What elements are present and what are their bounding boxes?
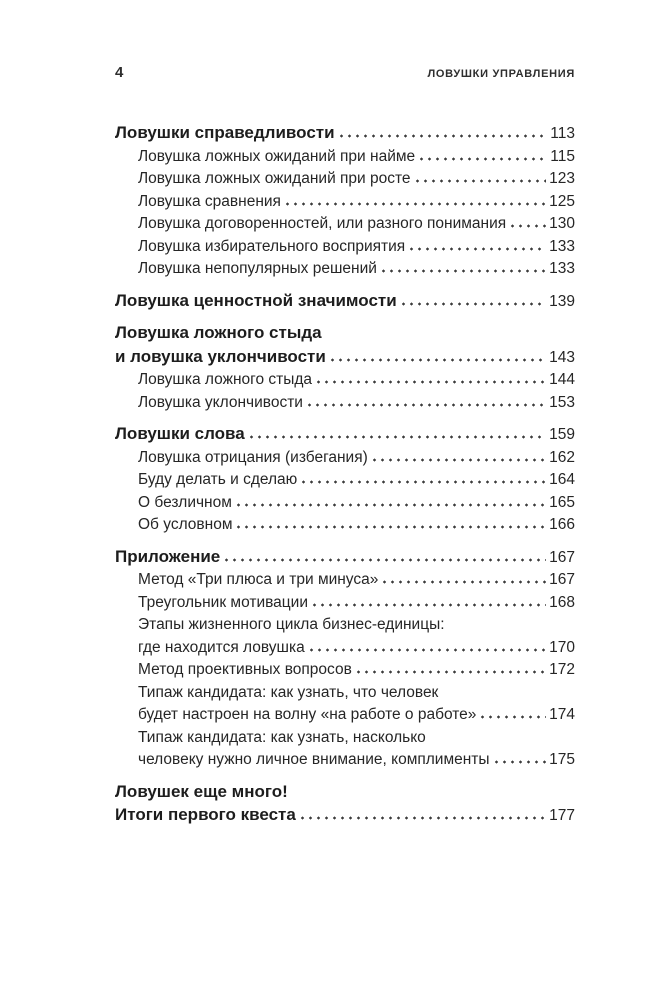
toc-entry-title: Ловушка ценностной значимости xyxy=(115,290,397,310)
toc-entry-page: 174 xyxy=(549,706,575,723)
toc-entry-page: 166 xyxy=(549,516,575,533)
dot-leader xyxy=(383,580,546,584)
toc-entry xyxy=(138,659,575,682)
toc-entry-line xyxy=(138,749,575,772)
dot-leader xyxy=(237,503,546,507)
dot-leader xyxy=(310,648,546,652)
toc-entry-line xyxy=(138,569,575,592)
dot-leader xyxy=(301,816,546,820)
toc-entry-line xyxy=(138,146,575,169)
toc-entry-page: 175 xyxy=(549,751,575,768)
toc-entry-line xyxy=(138,447,575,470)
toc-entry-line xyxy=(138,514,575,537)
toc-entry-page: 164 xyxy=(549,471,575,488)
toc-entry-title: Ловушка непопулярных решений xyxy=(138,260,377,277)
toc-entry-line xyxy=(138,168,575,191)
toc-entry-line xyxy=(138,727,575,750)
toc-entry-title: будет настроен на волну «на работе о работе» xyxy=(138,706,477,723)
dot-leader xyxy=(331,358,546,362)
dot-leader xyxy=(511,224,546,228)
toc-entry xyxy=(115,121,575,146)
toc-entry-page: 123 xyxy=(549,170,575,187)
toc-entry-title: Об условном xyxy=(138,516,233,533)
toc-entry-line xyxy=(138,369,575,392)
toc-entry-title: Ловушка договоренностей, или разного понимания xyxy=(138,215,507,232)
toc-entry-page: 177 xyxy=(549,807,575,824)
dot-leader xyxy=(402,302,546,306)
toc-entry xyxy=(138,614,575,659)
toc-entry-title: Метод «Три плюса и три минуса» xyxy=(138,571,379,588)
toc-entry-line xyxy=(138,191,575,214)
toc-entry-line xyxy=(138,592,575,615)
toc-entry-title: Ловушка отрицания (избегания) xyxy=(138,448,368,466)
page-header xyxy=(115,64,575,81)
toc-entry-title: Ловушка сравнения xyxy=(138,192,281,210)
toc-entry-page: 153 xyxy=(549,393,575,411)
toc-entry-page: 168 xyxy=(549,593,575,611)
toc-entry-page: 144 xyxy=(549,371,575,388)
dot-leader xyxy=(357,670,546,674)
toc-entry xyxy=(115,780,575,828)
toc-entry xyxy=(138,258,575,281)
toc-entry-title: Ловушка избирательного восприятия xyxy=(138,237,406,255)
toc-entry xyxy=(138,191,575,214)
toc-entry-page: 113 xyxy=(550,125,575,142)
dot-leader xyxy=(373,458,546,462)
toc-entry-title: где находится ловушка xyxy=(138,638,305,656)
toc-entry-line xyxy=(138,492,575,515)
page-number: 4 xyxy=(115,64,124,81)
dot-leader xyxy=(340,134,548,138)
dot-leader xyxy=(481,715,546,719)
toc-entry-title: Ловушка ложных ожиданий при росте xyxy=(138,170,411,187)
toc-entry-title: О безличном xyxy=(138,493,232,511)
toc-entry-line xyxy=(115,803,575,828)
toc-entry xyxy=(138,146,575,169)
toc-entry-page: 167 xyxy=(549,571,575,588)
toc-entry-page: 125 xyxy=(549,192,575,210)
running-title: ЛОВУШКИ УПРАВЛЕНИЯ xyxy=(427,68,575,80)
toc-entry-title: Ловушек еще много! xyxy=(115,781,288,801)
toc-entry xyxy=(138,727,575,772)
dot-leader xyxy=(225,558,546,562)
toc-entry-page: 139 xyxy=(549,292,575,310)
toc-entry-line xyxy=(138,236,575,259)
toc-entry xyxy=(138,682,575,727)
toc-entry-title: Ловушки справедливости xyxy=(115,123,335,142)
toc-entry xyxy=(138,236,575,259)
toc-entry-title: Типаж кандидата: как узнать, что человек xyxy=(138,683,439,701)
toc-entry-page: 170 xyxy=(549,638,575,656)
toc-entry xyxy=(138,469,575,492)
toc-entry xyxy=(138,369,575,392)
dot-leader xyxy=(416,179,547,183)
toc-entry-title: Ловушка ложных ожиданий при найме xyxy=(138,147,416,165)
toc-entry-line xyxy=(115,780,575,804)
toc-entry-title: Приложение xyxy=(115,546,221,566)
toc-entry-page: 115 xyxy=(550,147,575,165)
toc-entry-line xyxy=(115,545,575,570)
toc-entry-line xyxy=(138,258,575,281)
toc-entry-title: Ловушки слова xyxy=(115,424,245,443)
toc-entry xyxy=(115,545,575,570)
toc-entry-page: 133 xyxy=(549,260,575,277)
toc-entry-title: Ловушка ложного стыда xyxy=(115,323,322,342)
dot-leader xyxy=(410,247,546,251)
toc-entry-page: 133 xyxy=(549,237,575,255)
toc-entry-page: 159 xyxy=(549,426,575,443)
toc-entry-line xyxy=(115,289,575,314)
toc-entry-page: 143 xyxy=(549,348,575,366)
toc-list xyxy=(115,121,575,828)
toc-entry-title: человеку нужно личное внимание, комплименты xyxy=(138,751,490,768)
toc-entry-line xyxy=(115,321,575,345)
toc-entry-title: и ловушка уклончивости xyxy=(115,346,326,366)
toc-entry-title: Типаж кандидата: как узнать, насколько xyxy=(138,728,426,746)
toc-entry-line xyxy=(138,659,575,682)
dot-leader xyxy=(237,525,546,529)
toc-entry-line xyxy=(138,682,575,705)
toc-entry-line xyxy=(138,614,575,637)
toc-entry xyxy=(138,569,575,592)
toc-entry-page: 172 xyxy=(549,661,575,678)
dot-leader xyxy=(302,480,546,484)
toc-entry-page: 167 xyxy=(549,548,575,566)
toc-entry-line xyxy=(138,213,575,236)
toc-entry xyxy=(115,289,575,314)
toc-entry-line xyxy=(115,121,575,146)
toc-entry xyxy=(138,492,575,515)
toc-entry xyxy=(138,168,575,191)
dot-leader xyxy=(495,760,547,764)
toc-entry xyxy=(138,447,575,470)
dot-leader xyxy=(313,603,546,607)
toc-entry-title: Треугольник мотивации xyxy=(138,593,309,611)
toc-entry xyxy=(115,321,575,369)
toc-entry-line xyxy=(115,422,575,447)
toc-entry-title: Этапы жизненного цикла бизнес-единицы: xyxy=(138,616,445,633)
toc-entry-line xyxy=(138,704,575,727)
toc-entry-title: Итоги первого квеста xyxy=(115,805,296,824)
dot-leader xyxy=(420,157,547,161)
toc-entry-title: Буду делать и сделаю xyxy=(138,471,298,488)
dot-leader xyxy=(382,269,546,273)
toc-entry xyxy=(138,392,575,415)
toc-entry xyxy=(138,514,575,537)
toc-entry xyxy=(115,422,575,447)
toc-entry-line xyxy=(138,469,575,492)
toc-entry-line xyxy=(138,392,575,415)
toc-entry-line xyxy=(138,637,575,660)
dot-leader xyxy=(317,380,546,384)
toc-entry-page: 130 xyxy=(549,215,575,232)
dot-leader xyxy=(250,435,546,439)
toc-entry-title: Метод проективных вопросов xyxy=(138,661,352,678)
toc-entry xyxy=(138,213,575,236)
toc-entry-title: Ловушка ложного стыда xyxy=(138,371,313,388)
dot-leader xyxy=(308,403,546,407)
toc-entry xyxy=(138,592,575,615)
toc-entry-page: 165 xyxy=(549,493,575,511)
toc-entry-line xyxy=(115,345,575,370)
toc-entry-page: 162 xyxy=(549,448,575,466)
dot-leader xyxy=(286,202,546,206)
toc-entry-title: Ловушка уклончивости xyxy=(138,393,303,411)
